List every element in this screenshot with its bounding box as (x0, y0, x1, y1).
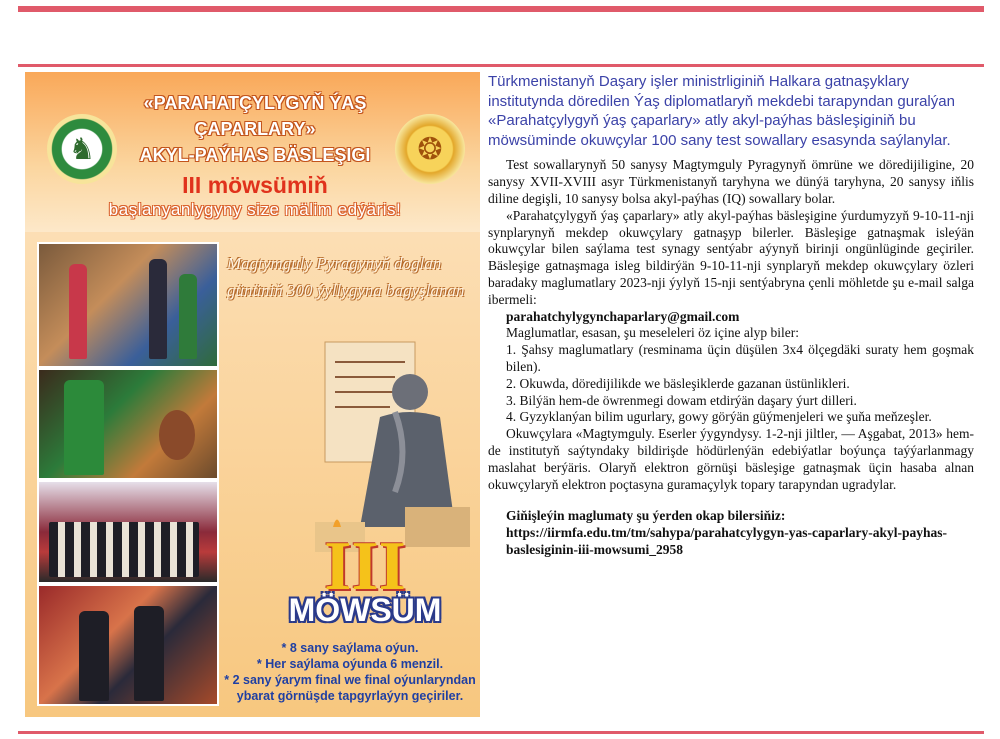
contest-poster (25, 72, 480, 717)
poster-start-line: başlanyanlygyny size mälim edýäris! (108, 200, 402, 219)
poster-bullet: * 2 sany ýarym final we final oýunlaryndan ybarat görnüşde tapgyrlaýyn geçiriler. (224, 673, 476, 703)
top-divider (18, 6, 984, 12)
poster-season-line: III möwsümiň (182, 172, 328, 198)
paragraph-participation: «Parahatçylygyň ýaş çaparlary» atly akyl-paýhas bäsleşigine ýurdumyzyň 9-10-11-nji synplarynyň mekdep okuwçylary gatnaşyp bilerler. Bäsleşige gatnaşmak isleýän okuwçylar bilen saýlama test synagy sentýabr aýynyň birinji ongünlüginde geçiriler. Bäsleşige gatnaşmaga isleg bildirýän 9-10-11-nji synplaryň mekdep okuwçylary özleri baradaky maglumatlary 2023-nji ýylyň 15-nji sentýabryna çenli möhletde şu e-mail salga ibermeli: (488, 207, 974, 307)
spacer (488, 493, 974, 508)
photo-student (37, 368, 219, 480)
article-body (488, 157, 974, 558)
requirement-item: 3. Bilýän hem-de öwrenmegi dowam etdirýän daşary ýurt dilleri. (506, 392, 857, 408)
poster-title-line1: «PARAHATÇYLYGYŇ ÝAŞ ÇAPARLARY» (143, 93, 367, 139)
paragraph-info-intro: Maglumatlar, esasan, şu meseleleri öz içine alyp biler: (506, 325, 799, 341)
article-lead: Türkmenistanyň Daşary işler ministrliginiň Halkara gatnaşyklary institutynda döredilen Ýaş diplomatlaryň mekdebi tarapyndan guralýan «Parahatçylygyň ýaş çaparlary» atly akyl-paýhas bäsleşiginiň bu möwsüminde okuwçylar 100 sany test sowallary esasynda saýlanylar. (488, 73, 955, 149)
poster-season-word: MÖWSÜM (288, 592, 442, 628)
poet-statue-illustration (315, 322, 475, 562)
photo-ceremony (37, 242, 219, 368)
requirement-item: 2. Okuwda, döredijilikde we bäsleşiklerde gazanan üstünlikleri. (506, 375, 850, 391)
requirement-item: 1. Şahsy maglumatlary (resminama üçin düşülen 3x4 ölçegdäki suraty hem goşmak bilen). (506, 342, 974, 374)
institute-emblem-icon: ❂ (395, 114, 465, 184)
paragraph-test-questions: Test sowallarynyň 50 sanysy Magtymguly Pyragynyň ömrüne we döredijiligine, 20 sanysy XVII-XVIII asyr Türkmenistanyň taryhyna we dünýä taryhyna, 20 sanysy iňlis diline degişli, 10 sanysy bolsa akyl-paýhas (IQ) sowallary bolar. (488, 157, 974, 206)
paragraph-literature: Okuwçylara «Magtymguly. Eserler ýygyndysy. 1-2-nji jiltler, — Aşgabat, 2013» hem-de institutyň saýtyndaky bildirişde hödürlenýän edebiýatlar boýunça taýýarlanmagy maslahat berýäris. Olaryň elektron görnüşi bäsleşige gatnaşmak üçin hasaba alnan okuwçylaryň elektron poçtasyna guramaçylyk topary tarapyndan ugradylar. (488, 426, 974, 492)
poster-bullets (220, 640, 480, 704)
more-info-link[interactable]: https://iirmfa.edu.tm/tm/sahypa/parahatcylygyn-yas-caparlary-akyl-payhas-baslesiginin-iii-mowsumi_2958 (506, 525, 948, 557)
photo-group (37, 480, 219, 584)
photo-dancers (37, 584, 219, 706)
poster-dedication: Magtymguly Pyragynyň doglan gününiň 300 ýyllygyna bagyşlanan (227, 254, 465, 300)
poster-bullet: * 8 sany saýlama oýun. (281, 641, 419, 655)
poster-season-numeral: III (324, 528, 406, 605)
more-info-label: Giňişleýin maglumaty şu ýerden okap bilersiňiz: (506, 508, 786, 524)
poster-title-line2: AKYL-PAÝHAS BÄSLEŞIGI (139, 145, 371, 165)
requirement-item: 4. Gyzyklanýan bilim ugurlary, gowy görýän güýmenjeleri we şuňa meňzeşler. (506, 409, 932, 425)
poster-title (105, 90, 405, 168)
horse-emblem-icon: ♞ (47, 114, 117, 184)
contact-email[interactable]: parahatchylygynchaparlary@gmail.com (506, 308, 740, 324)
poster-bullet: * Her saýlama oýunda 6 menzil. (256, 657, 444, 671)
article-text (488, 72, 974, 559)
